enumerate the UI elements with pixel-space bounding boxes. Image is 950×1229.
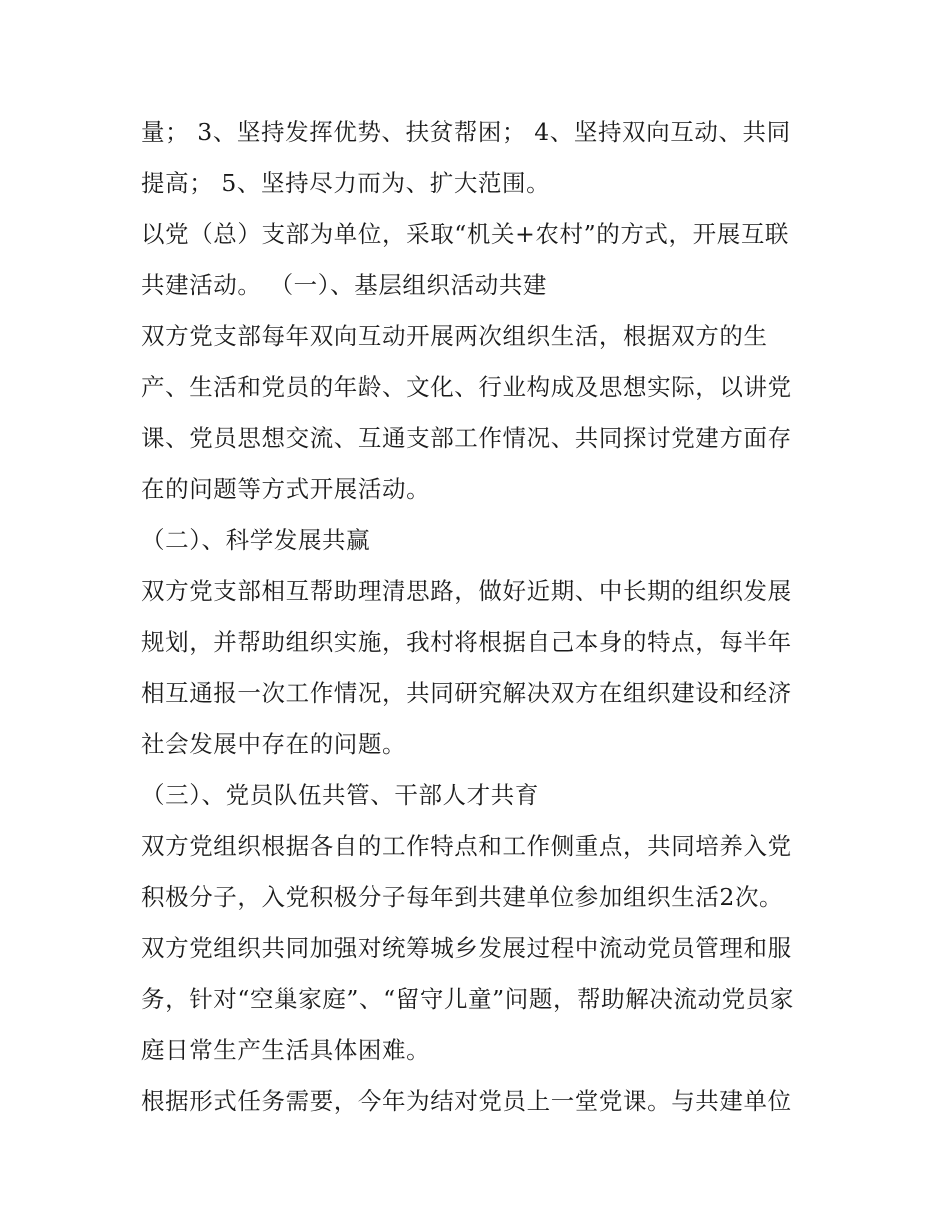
text-line: 双方党组织根据各自的工作特点和工作侧重点，共同培养入党 — [141, 832, 792, 860]
document-body — [141, 107, 821, 1127]
text-line: 规划，并帮助组织实施，我村将根据自己本身的特点，每半年 — [141, 628, 792, 656]
text-line: 在的问题等方式开展活动。 — [141, 475, 431, 503]
section-heading: （三）、党员队伍共管、干部人才共育 — [141, 781, 539, 809]
text-line: 以党（总）支部为单位，采取“机关+农村”的方式，开展互联 — [141, 220, 790, 248]
text-line: 务，针对“空巢家庭”、“留守儿童”问题，帮助解决流动党员家 — [141, 985, 794, 1013]
text-line: 根据形式任务需要，今年为结对党员上一堂党课。与共建单位 — [141, 1087, 792, 1115]
text-line: 双方党支部每年双向互动开展两次组织生活，根据双方的生 — [141, 322, 768, 350]
text-line: 庭日常生产生活具体困难。 — [141, 1036, 431, 1064]
text-line: 积极分子，入党积极分子每年到共建单位参加组织生活2次。 — [141, 883, 784, 911]
text-line: 双方党组织共同加强对统筹城乡发展过程中流动党员管理和服 — [141, 934, 792, 962]
text-line: 相互通报一次工作情况，共同研究解决双方在组织建设和经济 — [141, 679, 792, 707]
text-line: 双方党支部相互帮助理清思路，做好近期、中长期的组织发展 — [141, 577, 792, 605]
section-heading: （二）、科学发展共赢 — [141, 526, 371, 554]
text-line: 产、生活和党员的年龄、文化、行业构成及思想实际，以讲党 — [141, 373, 792, 401]
text-line: 量； 3、坚持发挥优势、扶贫帮困； 4、坚持双向互动、共同 — [141, 118, 791, 146]
text-line: 共建活动。 （一）、基层组织活动共建 — [141, 271, 548, 299]
text-line: 课、党员思想交流、互通支部工作情况、共同探讨党建方面存 — [141, 424, 792, 452]
text-line: 社会发展中存在的问题。 — [141, 730, 407, 758]
text-line: 提高； 5、坚持尽力而为、扩大范围。 — [141, 169, 551, 197]
